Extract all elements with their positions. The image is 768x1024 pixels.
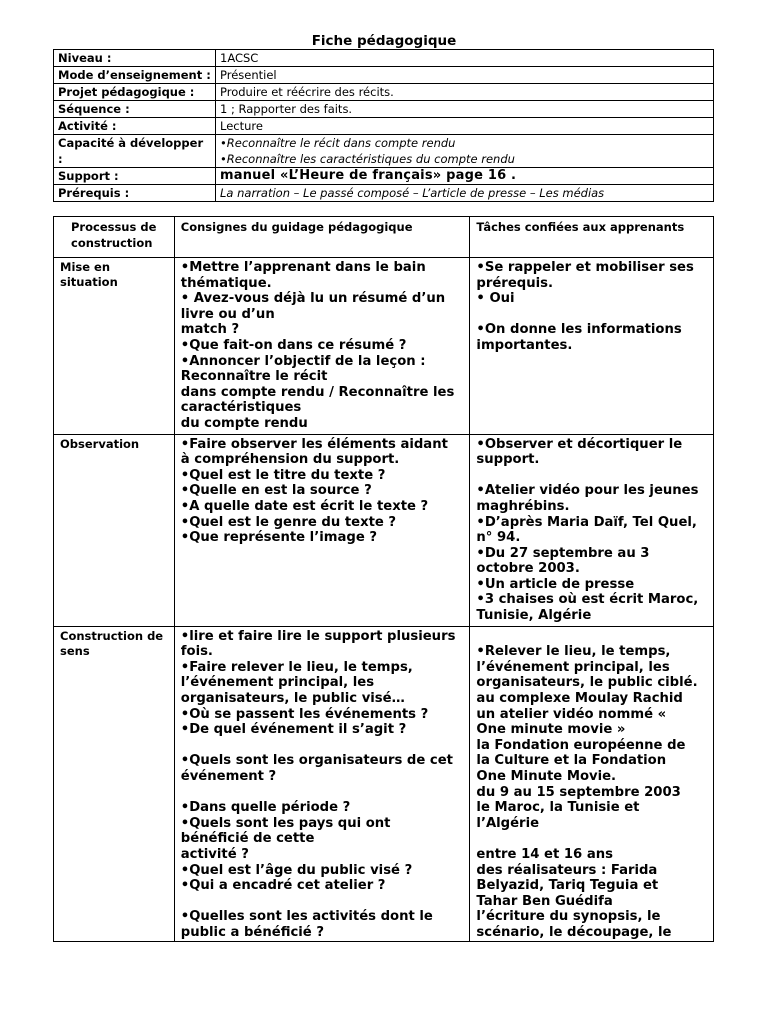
info-label: Capacité à développer : — [54, 135, 216, 168]
taches-cell — [470, 626, 714, 941]
cell-line: du 9 au 15 septembre 2003 — [476, 784, 681, 800]
header-consignes: Consignes du guidage pédagogique — [174, 217, 470, 258]
taches-cell — [470, 434, 714, 626]
info-value-line: 1 ; Rapporter des faits. — [220, 102, 353, 116]
cell-line: • Oui — [476, 291, 515, 307]
cell-line: •Mettre l’apprenant dans le bain — [180, 260, 426, 275]
cell-line: du compte rendu — [180, 415, 308, 431]
consignes-cell — [174, 626, 470, 941]
cell-line: octobre 2003. — [476, 561, 580, 577]
info-value-line: Produire et réécrire des récits. — [220, 85, 394, 99]
cell-line: •De quel événement il s’agit ? — [180, 722, 407, 738]
cell-line: à compréhension du support. — [180, 452, 400, 468]
cell-line: thématique. — [180, 275, 272, 291]
cell-line: prérequis. — [476, 275, 553, 291]
cell-line: la Culture et la Fondation — [476, 753, 667, 769]
cell-line: •Où se passent les événements ? — [180, 706, 429, 722]
info-value-line: •Reconnaître les caractéristiques du compte rendu — [220, 152, 515, 166]
info-label: Activité : — [54, 118, 216, 135]
cell-line: n° 94. — [476, 530, 521, 546]
cell-line: •Que fait-on dans ce résumé ? — [180, 337, 407, 353]
info-label: Mode d’enseignement : — [54, 67, 216, 84]
cell-line: •Se rappeler et mobiliser ses — [476, 260, 694, 275]
process-row-observation — [54, 434, 714, 626]
info-label: Séquence : — [54, 101, 216, 118]
cell-line: des réalisateurs : Farida — [476, 862, 658, 878]
cell-line: •Qui a encadré cet atelier ? — [180, 878, 386, 894]
cell-line: •lire et faire lire le support plusieurs — [180, 628, 456, 644]
cell-line: •Quel est le titre du texte ? — [180, 467, 386, 483]
header-processus: Processus de construction — [54, 217, 175, 258]
cell-line: •3 chaises où est écrit Maroc, — [476, 592, 699, 608]
info-label: Prérequis : — [54, 185, 216, 202]
cell-line: •Un article de presse — [476, 576, 635, 592]
stage-label: Mise en situation — [54, 258, 175, 435]
process-table — [53, 216, 714, 942]
cell-line: •Quel est l’âge du public visé ? — [180, 862, 413, 878]
info-row — [54, 50, 714, 67]
cell-line — [181, 894, 464, 910]
cell-line: livre ou d’un — [180, 306, 275, 322]
info-value-line: Présentiel — [220, 68, 277, 82]
cell-line: •Quels sont les organisateurs de cet — [180, 753, 453, 769]
cell-line: •A quelle date est écrit le texte ? — [180, 498, 429, 514]
cell-line: •Quels sont les pays qui ont — [180, 815, 391, 831]
cell-line: maghrébins. — [476, 498, 570, 514]
info-value — [216, 118, 714, 135]
info-value — [216, 168, 714, 185]
info-row — [54, 118, 714, 135]
taches-cell — [470, 258, 714, 435]
cell-line: scénario, le découpage, le — [476, 924, 672, 939]
cell-line: •Faire relever le lieu, le temps, — [180, 659, 413, 675]
info-value — [216, 135, 714, 168]
cell-line — [476, 629, 707, 645]
process-row-mise-en-situation — [54, 258, 714, 435]
cell-line: •Quelle en est la source ? — [180, 483, 372, 499]
cell-line — [181, 738, 464, 754]
cell-line: Reconnaître le récit — [180, 369, 328, 385]
info-row — [54, 135, 714, 168]
cell-line: •Quel est le genre du texte ? — [180, 514, 397, 530]
cell-line: public a bénéficié ? — [180, 924, 324, 939]
cell-line: • Avez-vous déjà lu un résumé d’un — [180, 291, 446, 307]
cell-line: Belyazid, Tariq Teguia et — [476, 878, 659, 894]
cell-line: un atelier vidéo nommé « — [476, 706, 667, 722]
cell-line: •Annoncer l’objectif de la leçon : — [180, 353, 426, 369]
info-row — [54, 101, 714, 118]
cell-line: One minute movie » — [476, 722, 626, 738]
info-label: Projet pédagogique : — [54, 84, 216, 101]
cell-line: •D’après Maria Daïf, Tel Quel, — [476, 514, 697, 530]
cell-line: •Faire observer les éléments aidant — [180, 436, 448, 452]
cell-line: événement ? — [180, 769, 277, 784]
cell-line — [476, 307, 707, 323]
cell-line: organisateurs, le public visé… — [180, 691, 405, 707]
info-value-line: 1ACSC — [220, 51, 259, 65]
cell-line: •Dans quelle période ? — [180, 800, 351, 816]
info-value — [216, 50, 714, 67]
stage-label: Observation — [54, 434, 175, 626]
cell-line: •Du 27 septembre au 3 — [476, 545, 650, 561]
info-value-line: Lecture — [220, 119, 263, 133]
cell-line: la Fondation européenne de — [476, 737, 686, 753]
cell-line: •On donne les informations — [476, 322, 682, 338]
info-table — [53, 49, 714, 202]
cell-line — [181, 785, 464, 801]
cell-line: Tahar Ben Guédifa — [476, 893, 613, 909]
header-taches: Tâches confiées aux apprenants — [470, 217, 714, 258]
cell-line: fois. — [180, 644, 213, 660]
stage-label: Construction de sens — [54, 626, 175, 941]
cell-line: •Atelier vidéo pour les jeunes — [476, 483, 699, 499]
info-row — [54, 67, 714, 84]
cell-line: le Maroc, la Tunisie et — [476, 800, 640, 816]
info-label: Niveau : — [54, 50, 216, 67]
info-value — [216, 84, 714, 101]
cell-line: One Minute Movie. — [476, 769, 617, 784]
info-value — [216, 185, 714, 202]
cell-line: l’événement principal, les — [180, 675, 375, 691]
info-value — [216, 67, 714, 84]
cell-line: •Quelles sont les activités dont le — [180, 909, 433, 925]
process-header-row — [54, 217, 714, 258]
cell-line: •Relever le lieu, le temps, — [476, 644, 671, 660]
page-title: Fiche pédagogique — [311, 33, 457, 49]
cell-line: bénéficié de cette — [180, 831, 315, 847]
cell-line: au complexe Moulay Rachid — [476, 691, 683, 707]
cell-line: l’écriture du synopsis, le — [476, 909, 661, 925]
cell-line: importantes. — [476, 337, 573, 353]
cell-line: support. — [476, 452, 540, 468]
cell-line: activité ? — [180, 846, 249, 862]
info-row — [54, 168, 714, 185]
cell-line: match ? — [180, 322, 240, 338]
process-row-construction-de-sens — [54, 626, 714, 941]
info-value-line: La narration – Le passé composé – L’article de presse – Les médias — [220, 186, 605, 200]
cell-line: l’Algérie — [476, 815, 540, 831]
info-row — [54, 84, 714, 101]
cell-line: l’événement principal, les — [476, 659, 670, 675]
info-value-line: •Reconnaître le récit dans compte rendu — [220, 136, 456, 150]
cell-line: •Que représente l’image ? — [180, 530, 378, 546]
info-row — [54, 185, 714, 202]
consignes-cell — [174, 258, 470, 435]
cell-line: Tunisie, Algérie — [476, 608, 592, 624]
cell-line: organisateurs, le public ciblé. — [476, 675, 698, 691]
consignes-cell — [174, 434, 470, 626]
info-value-line: manuel «L’Heure de français» page 16 . — [220, 168, 517, 183]
cell-line: caractéristiques — [180, 400, 302, 416]
cell-line — [476, 468, 707, 484]
info-value — [216, 101, 714, 118]
cell-line: dans compte rendu / Reconnaître les — [180, 384, 455, 400]
cell-line — [476, 831, 707, 847]
cell-line: •Observer et décortiquer le — [476, 436, 683, 452]
cell-line: entre 14 et 16 ans — [476, 846, 613, 862]
info-label: Support : — [54, 168, 216, 185]
